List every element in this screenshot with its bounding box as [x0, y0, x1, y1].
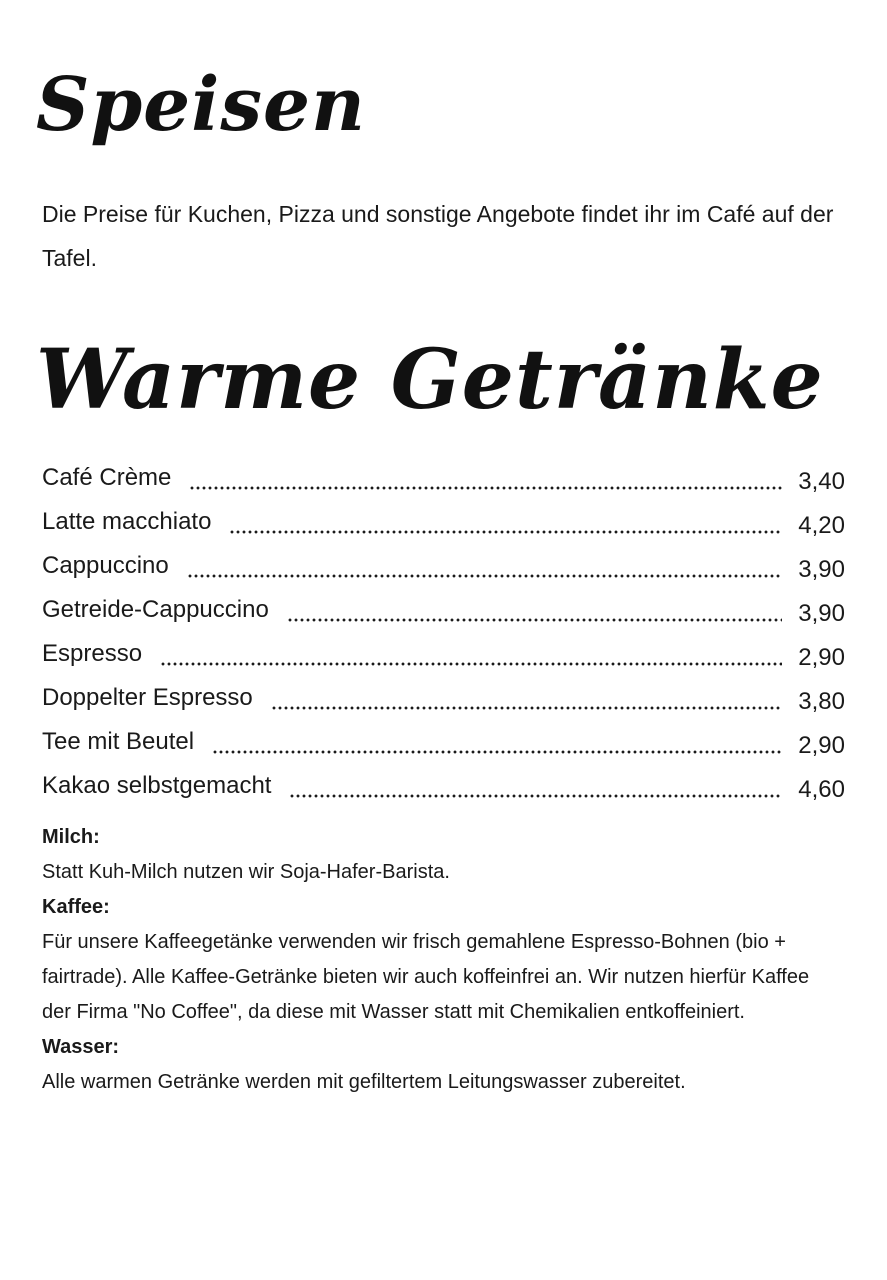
menu-item-name: Kakao selbstgemacht: [42, 772, 272, 799]
menu-item: [42, 766, 845, 810]
dot-leader: [289, 766, 782, 806]
menu-item-price: 3,40: [798, 468, 845, 495]
menu-item-price: 4,60: [798, 776, 845, 803]
menu-item: [42, 458, 845, 502]
dot-leader: [229, 502, 782, 542]
drinks-notes: [42, 820, 842, 1100]
menu-item: [42, 634, 845, 678]
menu-item: [42, 546, 845, 590]
milch-note-label: Milch:: [42, 826, 100, 848]
speisen-info-text: Die Preise für Kuchen, Pizza und sonstige Angebote findet ihr im Café auf der Tafel.: [42, 201, 834, 271]
dot-leader: [287, 590, 782, 630]
menu-item-name: Espresso: [42, 640, 143, 667]
menu-item: [42, 502, 845, 546]
menu-item-price: 3,90: [798, 600, 845, 627]
dot-leader: [212, 722, 782, 762]
menu-item-name: Cappuccino: [42, 552, 169, 579]
menu-item-name: Doppelter Espresso: [42, 684, 253, 711]
kaffee-note-text: Für unsere Kaffeegetänke verwenden wir frisch gemahlene Espresso-Bohnen (bio + fairtrade). Alle Kaffee-Getränke bieten wir auch koffeinfrei an. Wir nutzen hierfür Kaffee der Firma "No Coffee", da diese mit Wasser statt mit Chemikalien entkoffeiniert.: [42, 931, 810, 1023]
menu-item-price: 2,90: [798, 644, 845, 671]
milch-note-text: Statt Kuh-Milch nutzen wir Soja-Hafer-Barista.: [42, 861, 450, 883]
dot-leader: [271, 678, 783, 718]
speisen-heading: Speisen: [36, 62, 366, 148]
dot-leader: [189, 458, 782, 498]
wasser-note-text: Alle warmen Getränke werden mit gefiltertem Leitungswasser zubereitet.: [42, 1071, 686, 1093]
menu-item-price: 4,20: [798, 512, 845, 539]
menu-item-name: Tee mit Beutel: [42, 728, 195, 755]
menu-item-price: 3,80: [798, 688, 845, 715]
dot-leader: [160, 634, 782, 674]
dot-leader: [187, 546, 783, 586]
warme-getraenke-heading: Warme Getränke: [36, 332, 824, 428]
menu-item: [42, 678, 845, 722]
menu-item-name: Latte macchiato: [42, 508, 212, 535]
menu-item-name: Café Crème: [42, 464, 172, 491]
menu-item-name: Getreide-Cappuccino: [42, 596, 269, 623]
wasser-note-label: Wasser:: [42, 1036, 120, 1058]
menu-item: [42, 590, 845, 634]
drinks-price-list: [42, 458, 845, 810]
menu-item-price: 3,90: [798, 556, 845, 583]
menu-item-price: 2,90: [798, 732, 845, 759]
kaffee-note-label: Kaffee:: [42, 896, 110, 918]
menu-item: [42, 722, 845, 766]
